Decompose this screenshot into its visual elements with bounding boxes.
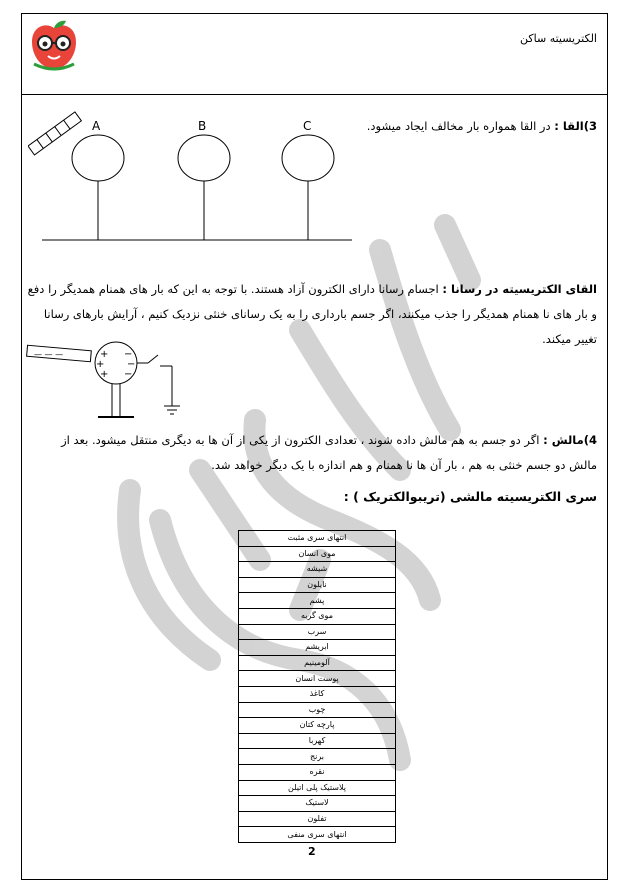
- table-cell: برنج: [239, 749, 396, 765]
- table-row: [239, 577, 396, 593]
- table-row: [239, 764, 396, 780]
- conductor-induction-text: اجسام رسانا دارای الکترون آزاد هستند. با توجه به این که بار های همنام همدیگر را دفع و بار های نا همنام همدیگر را جذب میکنند، اگر جسم بارداری را به یک رسانای خنثی نزدیک کنیم ، آرایش بارهای رسانا تغییر میکند.: [27, 282, 597, 346]
- table-cell: ابریشم: [239, 640, 396, 656]
- header-title: الکتریسیته ساکن: [520, 32, 597, 45]
- svg-text:−: −: [127, 359, 136, 370]
- table-cell: تفلون: [239, 811, 396, 827]
- table-cell: موی انسان: [239, 546, 396, 562]
- table-row: [239, 671, 396, 687]
- svg-text:−: −: [124, 349, 133, 360]
- table-row: [239, 749, 396, 765]
- induction-diagram: [28, 108, 358, 248]
- table-cell: شیشه: [239, 562, 396, 578]
- table-row: [239, 608, 396, 624]
- sphere-a: [72, 135, 124, 181]
- triboelectric-heading: سری الکتریسیته مالشی (تریبوالکتریک ) :: [343, 489, 597, 504]
- table-cell: نقره: [239, 764, 396, 780]
- table-cell: کهربا: [239, 733, 396, 749]
- section-3-term: القا :: [554, 119, 584, 133]
- table-cell: پشم: [239, 593, 396, 609]
- table-row: [239, 624, 396, 640]
- section-4-paragraph: [37, 428, 597, 478]
- header-divider: [21, 94, 608, 95]
- svg-text:+: +: [100, 369, 109, 380]
- table-row: [239, 593, 396, 609]
- table-row: [239, 733, 396, 749]
- label-a: A: [92, 119, 101, 133]
- table-row: [239, 655, 396, 671]
- table-cell: انتهای سری مثبت: [239, 531, 396, 547]
- table-row: [239, 827, 396, 843]
- table-row: [239, 702, 396, 718]
- table-row: [239, 811, 396, 827]
- table-cell: آلومینیم: [239, 655, 396, 671]
- table-row: [239, 780, 396, 796]
- svg-text:+: +: [100, 349, 109, 360]
- table-cell: پارچه کتان: [239, 718, 396, 734]
- svg-text:+: +: [96, 359, 105, 370]
- table-row: [239, 640, 396, 656]
- table-row: [239, 531, 396, 547]
- triboelectric-table: [238, 530, 396, 843]
- label-b: B: [198, 119, 207, 133]
- table-cell: چوب: [239, 702, 396, 718]
- table-cell: کاغذ: [239, 686, 396, 702]
- section-4-text: اگر دو جسم به هم مالش داده شوند ، تعدادی الکترون از یکی از آن ها به دیگری منتقل میشود. بعد از مالش دو جسم خنثی به هم ، بار آن ها نا همنام و هم اندازه با یک دیگر خواهد شد.: [61, 433, 597, 472]
- table-row: [239, 546, 396, 562]
- table-cell: سرب: [239, 624, 396, 640]
- logo-image: [26, 18, 82, 74]
- grounding-diagram: [26, 340, 196, 430]
- table-cell: نایلون: [239, 577, 396, 593]
- label-c: C: [303, 119, 312, 133]
- table-row: [239, 562, 396, 578]
- sphere-b: [178, 135, 230, 181]
- section-3-text: در القا همواره بار مخالف ایجاد میشود.: [366, 119, 555, 133]
- conductor-induction-term: القای الکتریسیته در رسانا :: [442, 282, 597, 296]
- table-cell: پلاستیک پلی اتیلن: [239, 780, 396, 796]
- table-row: [239, 718, 396, 734]
- section-3-paragraph: [337, 114, 597, 139]
- svg-text:— — —: — — —: [34, 350, 64, 359]
- table-cell: پوست انسان: [239, 671, 396, 687]
- table-row: [239, 686, 396, 702]
- section-4-term: مالش :: [543, 433, 584, 447]
- table-row: [239, 796, 396, 812]
- table-cell: لاستیک: [239, 796, 396, 812]
- table-cell: انتهای سری منفی: [239, 827, 396, 843]
- sphere-c: [282, 135, 334, 181]
- svg-text:−: −: [124, 369, 133, 380]
- page-number: 2: [308, 845, 316, 858]
- table-cell: موی گربه: [239, 608, 396, 624]
- section-3-number: 3): [583, 119, 597, 133]
- section-4-number: 4): [583, 433, 597, 447]
